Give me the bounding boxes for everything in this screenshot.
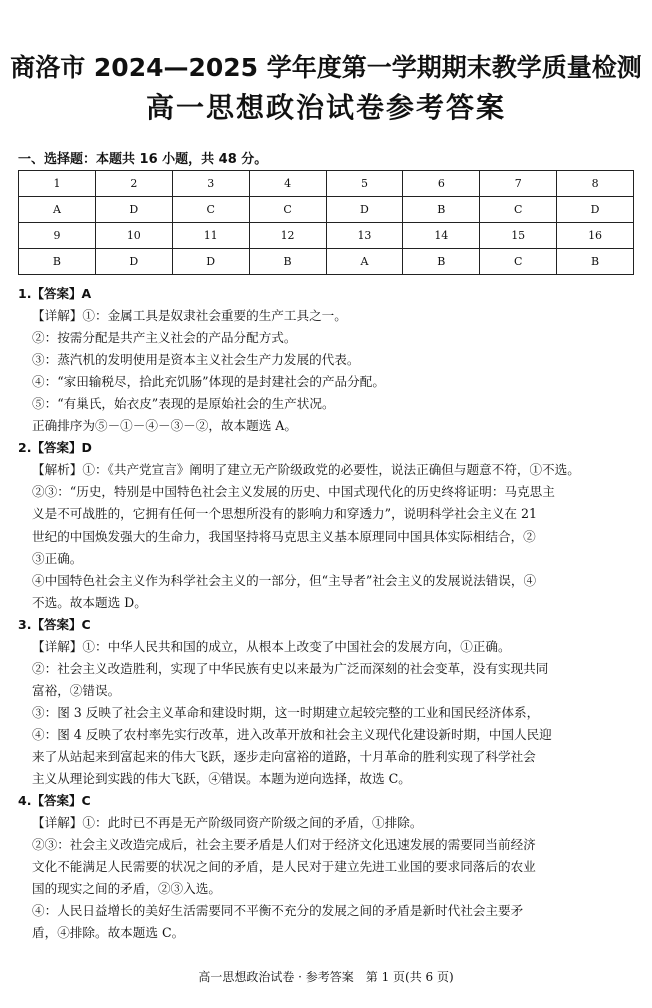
question-number-cell: 10 — [95, 223, 172, 249]
explanation-line: ④：图 4 反映了农村率先实行改革，进入改革开放和社会主义现代化建设新时期，中国人民迎 — [32, 726, 552, 742]
question-number-cell: 8 — [557, 171, 634, 197]
answer-cell: D — [95, 197, 172, 223]
explanation-line: 正确排序为⑤－①－④－③－②，故本题选 A。 — [32, 418, 297, 434]
question-number-cell: 14 — [403, 223, 480, 249]
question-number-cell: 1 — [19, 171, 96, 197]
answer-cell: B — [19, 249, 96, 275]
answer-cell: A — [19, 197, 96, 223]
table-row-answers — [19, 249, 634, 275]
question-number-cell: 7 — [480, 171, 557, 197]
explanation-line: ④：人民日益增长的美好生活需要同不平衡不充分的发展之间的矛盾是新时代社会主要矛 — [32, 903, 524, 919]
explanation-line: ②：按需分配是共产主义社会的产品分配方式。 — [32, 330, 297, 346]
answer-cell: B — [403, 249, 480, 275]
answer-cell: D — [557, 197, 634, 223]
explanations — [18, 283, 638, 944]
explanation-line: 富裕，②错误。 — [32, 682, 121, 698]
question-number-cell: 9 — [19, 223, 96, 249]
answer-cell: C — [480, 197, 557, 223]
answer-cell: A — [326, 249, 403, 275]
explanation-line: ③正确。 — [32, 550, 83, 566]
exam-title: 商洛市 2024—2025 学年度第一学期期末教学质量检测 — [10, 53, 642, 82]
explanation-line: 【详解】①：金属工具是奴隶社会重要的生产工具之一。 — [32, 308, 347, 324]
answer-cell: B — [557, 249, 634, 275]
question-number-cell: 3 — [172, 171, 249, 197]
question-number-cell: 13 — [326, 223, 403, 249]
explanation-line: 【详解】①：中华人民共和国的成立，从根本上改变了中国社会的发展方向，①正确。 — [32, 638, 511, 654]
section-heading: 一、选择题：本题共 16 小题，共 48 分。 — [18, 152, 268, 167]
table-row-question-numbers — [19, 171, 634, 197]
answer-cell: C — [249, 197, 326, 223]
question-number-cell: 6 — [403, 171, 480, 197]
question-answer-heading: 4.【答案】C — [18, 793, 91, 809]
document-subtitle: 高一思想政治试卷参考答案 — [145, 91, 506, 124]
answer-cell: B — [403, 197, 480, 223]
explanation-line: 国的现实之间的矛盾，②③入选。 — [32, 881, 221, 897]
question-answer-heading: 1.【答案】A — [18, 286, 92, 301]
answer-table — [18, 170, 634, 275]
answer-cell: D — [172, 249, 249, 275]
answer-cell: C — [172, 197, 249, 223]
table-row-answers — [19, 197, 634, 223]
explanation-line: ③：图 3 反映了社会主义革命和建设时期，这一时期建立起较完整的工业和国民经济体系， — [32, 704, 540, 720]
page-footer: 高一思想政治试卷 · 参考答案 第 1 页(共 6 页) — [198, 970, 454, 984]
explanation-line: ②：社会主义改造胜利，实现了中华民族有史以来最为广泛而深刻的社会变革，没有实现共同 — [32, 660, 549, 676]
explanation-line: 来了从站起来到富起来的伟大飞跃，逐步走向富裕的道路，十月革命的胜利实现了科学社会 — [32, 748, 536, 764]
explanation-line: ②③：“历史，特别是中国特色社会主义发展的历史、中国式现代化的历史终将证明：马克思主 — [32, 484, 555, 500]
explanation-line: ⑤：“有巢氏，始衣皮”表现的是原始社会的生产状况。 — [32, 396, 335, 412]
question-number-cell: 5 — [326, 171, 403, 197]
question-number-cell: 2 — [95, 171, 172, 197]
question-number-cell: 12 — [249, 223, 326, 249]
explanation-line: ④：“家田输税尽，拾此充饥肠”体现的是封建社会的产品分配。 — [32, 374, 385, 390]
explanation-line: 文化不能满足人民需要的状况之间的矛盾，是人民对于建立先进工业国的要求同落后的农业 — [32, 859, 536, 875]
explanation-line: 世纪的中国焕发强大的生命力，我国坚持将马克思主义基本原理同中国具体实际相结合，② — [32, 528, 536, 544]
question-number-cell: 4 — [249, 171, 326, 197]
explanation-line: 不选。故本题选 D。 — [32, 594, 147, 610]
explanation-line: 【解析】①：《共产党宣言》阐明了建立无产阶级政党的必要性，说法正确但与题意不符，①不选。 — [32, 462, 580, 478]
question-number-cell: 16 — [557, 223, 634, 249]
explanation-line: ③：蒸汽机的发明使用是资本主义社会生产力发展的代表。 — [32, 352, 360, 368]
question-answer-heading: 2.【答案】D — [18, 440, 92, 456]
question-answer-heading: 3.【答案】C — [18, 616, 91, 632]
explanation-line: 盾，④排除。故本题选 C。 — [32, 925, 185, 941]
answer-cell: D — [95, 249, 172, 275]
explanation-line: 主义从理论到实践的伟大飞跃，④错误。本题为逆向选择，故选 C。 — [32, 771, 411, 787]
table-row-question-numbers — [19, 223, 634, 249]
explanation-line: ④中国特色社会主义作为科学社会主义的一部分，但“主导者”社会主义的发展说法错误，④ — [32, 572, 537, 588]
explanation-line: ②③：社会主义改造完成后，社会主要矛盾是人们对于经济文化迅速发展的需要同当前经济 — [32, 837, 536, 853]
explanation-line: 【详解】①：此时已不再是无产阶级同资产阶级之间的矛盾，①排除。 — [32, 815, 423, 831]
answer-cell: D — [326, 197, 403, 223]
answer-cell: B — [249, 249, 326, 275]
explanation-line: 义是不可战胜的，它拥有任何一个思想所没有的影响力和穿透力”，说明科学社会主义在 21 — [32, 506, 538, 522]
question-number-cell: 11 — [172, 223, 249, 249]
question-number-cell: 15 — [480, 223, 557, 249]
answer-cell: C — [480, 249, 557, 275]
